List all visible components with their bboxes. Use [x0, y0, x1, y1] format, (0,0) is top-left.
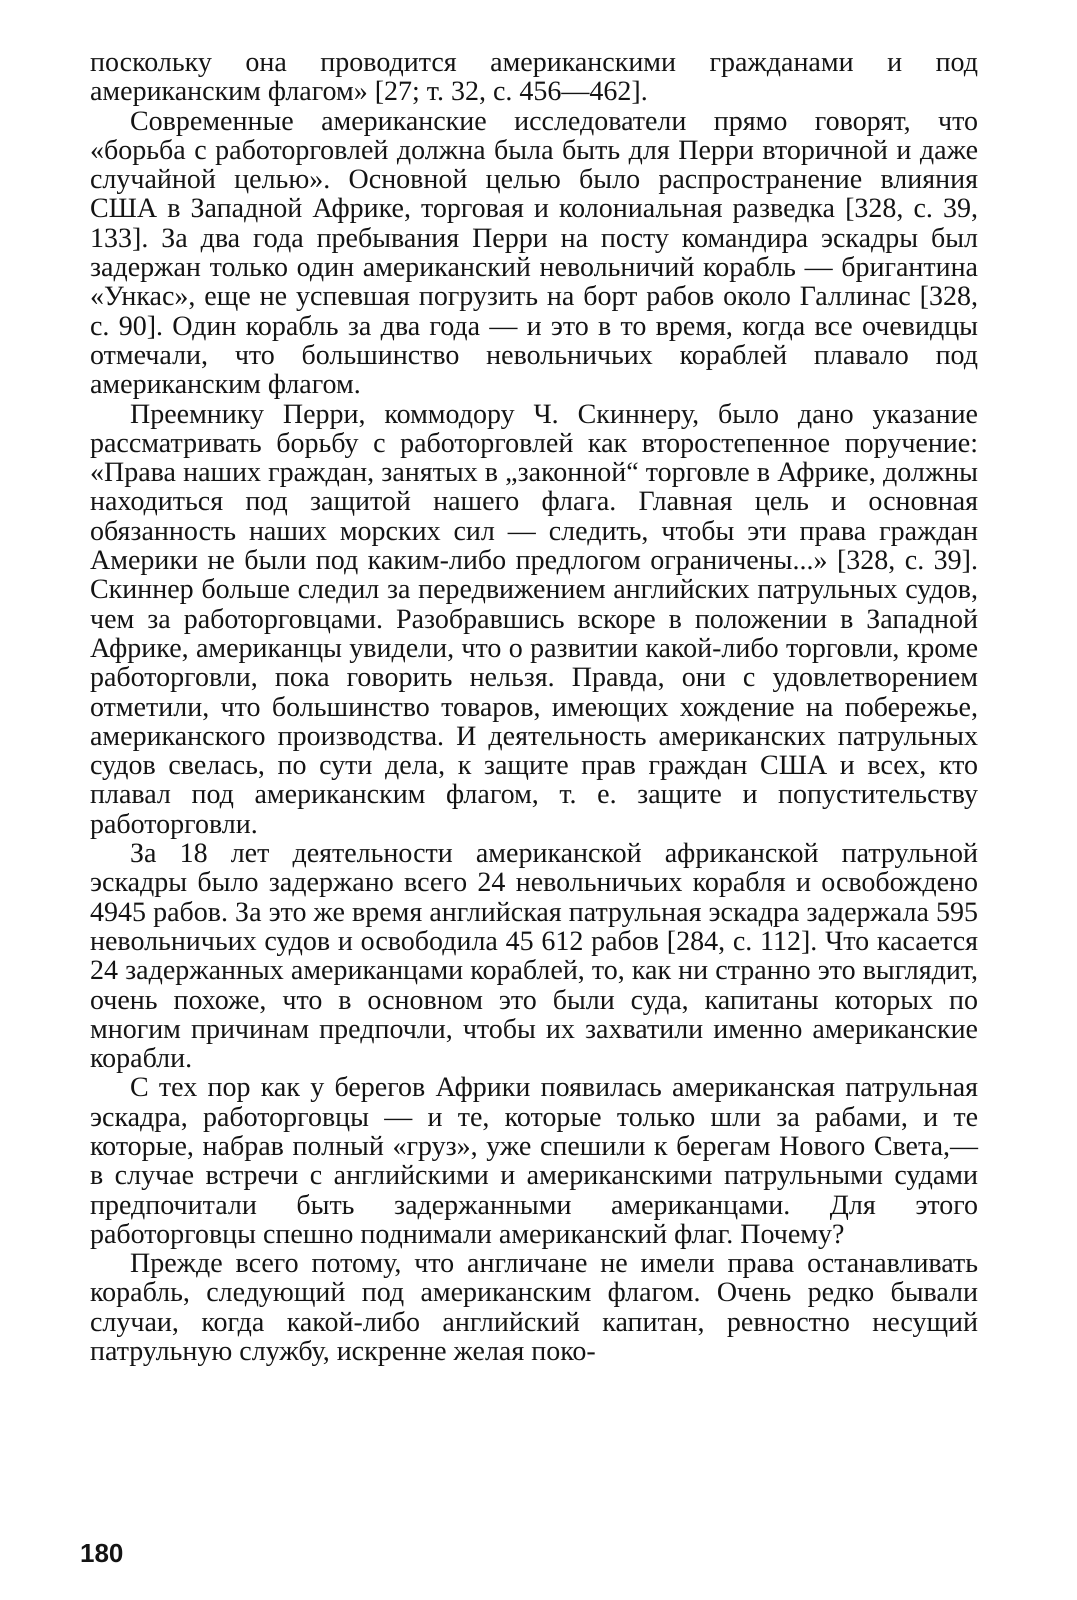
- paragraph-statistics: За 18 лет деятельности американской африканской патрульной эскадры было задержано всего 24 невольничьих корабля и освобождено 4945 рабов. За это же время английская патрульная эскадра задержала 595 невольничьих судов и освободила 45 612 рабов [284, с. 112]. Что касается 24 задержанных американцами кораблей, то, как ни странно это выглядит, очень похоже, что в основном это были суда, капитаны которых по многим причинам предпочли, чтобы их захватили именно американские корабли.: [90, 838, 978, 1075]
- page-body: [90, 48, 978, 1366]
- paragraph-reasons: Прежде всего потому, что англичане не имели права останавливать корабль, следующий под американским флагом. Очень редко бывали случаи, когда какой-либо английский капитан, ревностно несущий патрульную службу, искренне желая поко-: [90, 1248, 978, 1368]
- paragraph-slave-traders: С тех пор как у берегов Африки появилась американская патрульная эскадра, работорговцы — и те, которые только шли за рабами, и те которые, набрав полный «груз», уже спешили к берегам Нового Света,— в случае встречи с английскими и американскими патрульными судами предпочитали быть задержанными американцами. Для этого работорговцы спешно поднимали американский флаг. Почему?: [90, 1072, 978, 1250]
- paragraph-skinner: Преемнику Перри, коммодору Ч. Скиннеру, было дано указание рассматривать борьбу с работорговлей как второстепенное поручение: «Права наших граждан, занятых в „законной“ торговле в Африке, должны находиться под защитой нашего флага. Главная цель и основная обязанность наших морских сил — следить, чтобы эти права граждан Америки не были под каким-либо предлогом ограничены...» [328, с. 39]. Скиннер больше следил за передвижением английских патрульных судов, чем за работорговцами. Разобравшись вскоре в положении в Западной Африке, американцы увидели, что о развитии какой-либо торговли, кроме работорговли, пока говорить нельзя. Правда, они с удовлетворением отметили, что большинство товаров, имеющих хождение на побережье, американского производства. И деятельность американских патрульных судов свелась, по сути дела, к защите прав граждан США и всех, кто плавал под американским флагом, т. е. защите и попустительству работорговли.: [90, 398, 978, 840]
- paragraph-continued: поскольку она проводится американскими гражданами и под американским флагом» [27; т. 32, с. 456—462].: [90, 47, 978, 108]
- page-number: 180: [80, 1538, 124, 1568]
- paragraph-perry-goals: Современные американские исследователи прямо говорят, что «борьба с работорговлей должна была быть для Перри вторичной и даже случайной целью». Основной целью было распространение влияния США в Западной Африке, торговая и колониальная разведка [328, с. 39, 133]. За два года пребывания Перри на посту командира эскадры был задержан только один американский невольничий корабль — бригантина «Ункас», еще не успевшая погрузить на борт рабов около Галлинас [328, с. 90]. Один корабль за два года — и это в то время, когда все очевидцы отмечали, что большинство невольничьих кораблей плавало под американским флагом.: [90, 105, 978, 401]
